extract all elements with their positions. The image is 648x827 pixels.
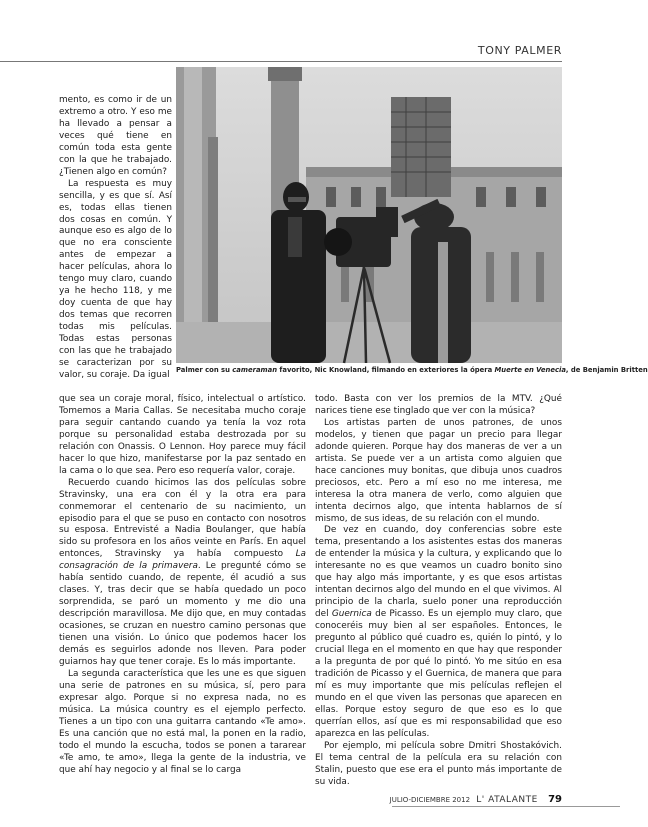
photo-illustration <box>176 67 562 363</box>
left-column <box>59 394 306 777</box>
paragraph-text: de Picasso. Es un ejemplo muy claro, que conoceréis muy bien al ser españoles. Entonces, le pregunto al público qué cuadro es, quién lo pintó, y lo crucial llega en el momento en que hay que responder a la pregunta de por qué lo pintó. Yo me sitúo en esa tradición de Picasso y el Guernica, de manera que para mí es muy importante que mis películas reflejen el mundo en el que viven las personas que aparecen en ellas. Porque estoy seguro de que eso es lo que querrían ellos, así que es mi responsabilidad que eso aparezca en las películas. <box>315 609 562 739</box>
caption-italic: cameraman <box>232 366 278 374</box>
paragraph <box>315 525 562 740</box>
paragraph: que sea un coraje moral, físico, intelectual o artístico. Tomemos a Maria Callas. Se necesitaba mucho coraje para seguir cantando cuando ya tenía la voz rota porque su personalidad estaba destrozada por su relación con Onassis. O Lennon. Hoy parece muy fácil hacer lo que hizo, manifestarse por la paz sentado en la cama o lo que sea. Pero eso requería valor, coraje. <box>59 394 306 476</box>
paragraph: mento, es como ir de un extremo a otro. Y eso me ha llevado a pensar a veces qué tiene en común toda esta gente con la que he trabajado. ¿Tienen algo en común? <box>59 95 172 177</box>
page-number: 79 <box>548 794 562 805</box>
caption-text: favorito, Nic Knowland, filmando en exteriores la ópera <box>277 366 495 374</box>
paragraph-text: . Le pregunté cómo se había sentido cuando, de repente, él acudió a sus clases. Y, tras decir que se había quedado un poco sorprendida, se paró un momento y me dio una descripción maravillosa. Me dijo que, en muy contadas ocasiones, se cruzan en nuestro camino personas que tienen una visión. Lo único que podemos hacer los demás es seguirlos adonde nos lleven. Para poder guiarnos hay que tener coraje. Es lo más importante. <box>59 561 306 667</box>
issue-date: JULIO-DICIEMBRE 2012 <box>389 796 471 804</box>
top-narrow-column <box>59 95 172 382</box>
paragraph: La segunda característica que les une es que siguen una serie de patrones en su música, sí, pero para expresar algo. Porque si no expresa nada, no es música. La música country es el ejemplo perfecto. Tienes a un tipo con una guitarra cantando «Te amo». Es una canción que no está mal, la ponen en la radio, todo el mundo la escucha, todos se ponen a tararear «Te amo, te amo», llega la gente de la industria, ve que ahí hay negocio y al final se lo carga <box>59 668 306 775</box>
paragraph-text: De vez en cuando, doy conferencias sobre este tema, presentando a los asistentes estas dos maneras de entender la música y la cultura, y explicando que lo interesante no es que veamos un cuadro bonito sino que hay algo más importante, y es que esos artistas intentan decirnos algo del mundo en el que vivimos. Al principio de la charla, suelo poner una reproducción del <box>315 525 562 620</box>
paragraph: todo. Basta con ver los premios de la MTV. ¿Qué narices tiene ese tinglado que ver con la música? <box>315 394 562 416</box>
caption-text: Palmer con su <box>176 366 233 374</box>
film-set-photo <box>176 67 562 363</box>
running-header-author: TONY PALMER <box>477 44 562 57</box>
header-rule <box>0 61 562 62</box>
photo-caption <box>176 366 648 375</box>
caption-italic: Muerte en Venecia <box>494 366 566 374</box>
footer-rule <box>392 806 620 807</box>
work-title: La consagración de la primavera <box>59 549 306 572</box>
paragraph: Por ejemplo, mi película sobre Dmitri Shostakóvich. El tema central de la película era su relación con Stalin, puesto que ese era el punto más importante de su vida. <box>315 740 562 787</box>
paragraph: Los artistas parten de unos patrones, de unos modelos, y tienen que pagar un precio para llegar adonde quieren. Porque hay dos maneras de ver a un artista. Se puede ver a un artista como alguien que hace canciones muy bonitas, que dibuja unos cuadros preciosos, etc. Pero a mí eso no me interesa, me interesa la otra manera de verlo, como alguien que intenta decirnos algo, que intenta hablarnos de sí mismo, de sus ideas, de su relación con el mundo. <box>315 417 562 524</box>
paragraph <box>59 478 306 669</box>
paragraph: La respuesta es muy sencilla, y es que sí. Así es, todas ellas tienen dos cosas en común. Y aunque eso es algo de lo que no era consciente antes de empezar a hacer películas, ahora lo tengo muy claro, cuando ya he hecho 118, y me doy cuenta de que hay dos temas que recorren todas mis películas. Todas estas personas con las que he trabajado se caracterizan por su valor, su coraje. Da igual <box>59 178 172 380</box>
work-title: Guernica <box>331 609 372 620</box>
page-footer <box>390 794 562 805</box>
caption-text: , de Benjamin Britten <box>565 366 648 374</box>
paragraph-text: Recuerdo cuando hicimos las dos películas sobre Stravinsky, una era con él y la otra era para conmemorar el centenario de su nacimiento, un episodio para el que se puso en contacto con nosotros su esposa. Entrevisté a Nadia Boulanger, que había sido su profesora en los años veinte en París. En aquel entonces, Stravinsky ya había compuesto <box>59 477 306 560</box>
magazine-name: L' ATALANTE <box>476 795 538 805</box>
right-column <box>315 394 562 788</box>
